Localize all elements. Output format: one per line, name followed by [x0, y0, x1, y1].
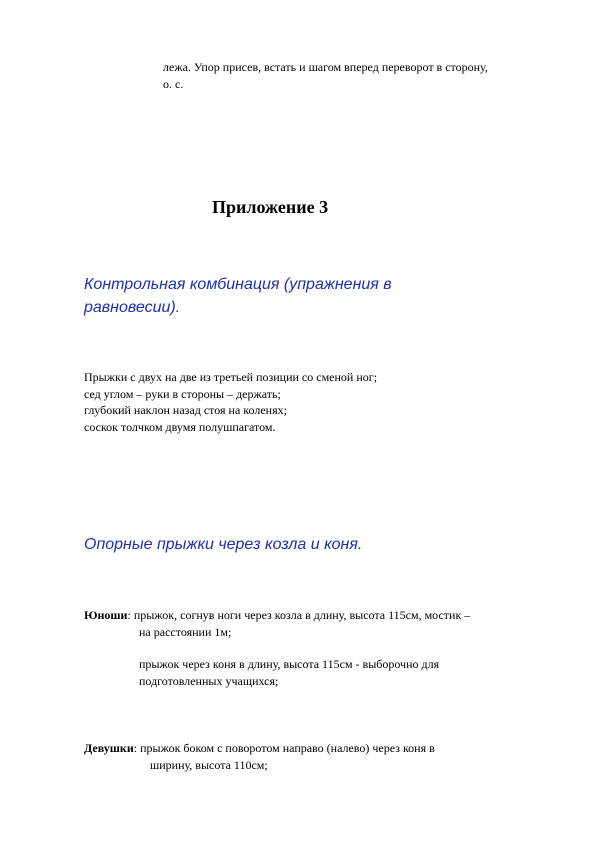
boys-line3: прыжок через коня в длину, высота 115см - выборочно для	[139, 657, 440, 671]
girls-text: : прыжок боком с поворотом направо (налево) через коня в	[133, 741, 435, 755]
section1-heading-line2: равновесии).	[84, 299, 181, 316]
top-paragraph-line2: о. с.	[163, 77, 184, 91]
section1-line: соскок толчком двумя полушпагатом.	[84, 420, 276, 434]
section1-line: Прыжки с двух на две из третьей позиции со сменой ног;	[84, 370, 378, 384]
appendix-title: Приложение 3	[212, 197, 329, 217]
boys-line1	[84, 607, 470, 623]
boys-line2: на расстоянии 1м;	[139, 625, 232, 639]
section2-heading: Опорные прыжки через козла и коня.	[84, 536, 363, 553]
boys-line4: подготовленных учащихся;	[139, 674, 279, 688]
girls-line2: ширину, высота 110см;	[150, 758, 268, 772]
section1-heading-line1: Контрольная комбинация (упражнения в	[84, 276, 392, 293]
section1-line: глубокий наклон назад стоя на коленях;	[84, 403, 287, 417]
section1-line: сед углом – руки в стороны – держать;	[84, 387, 281, 401]
boys-text: : прыжок, согнув ноги через козла в длину, высота 115см, мостик –	[127, 608, 471, 622]
boys-label: Юноши	[84, 608, 128, 622]
top-paragraph-line1: лежа. Упор присев, встать и шагом вперед переворот в сторону,	[163, 60, 488, 74]
girls-label: Девушки	[84, 741, 134, 755]
girls-line1	[84, 740, 435, 756]
